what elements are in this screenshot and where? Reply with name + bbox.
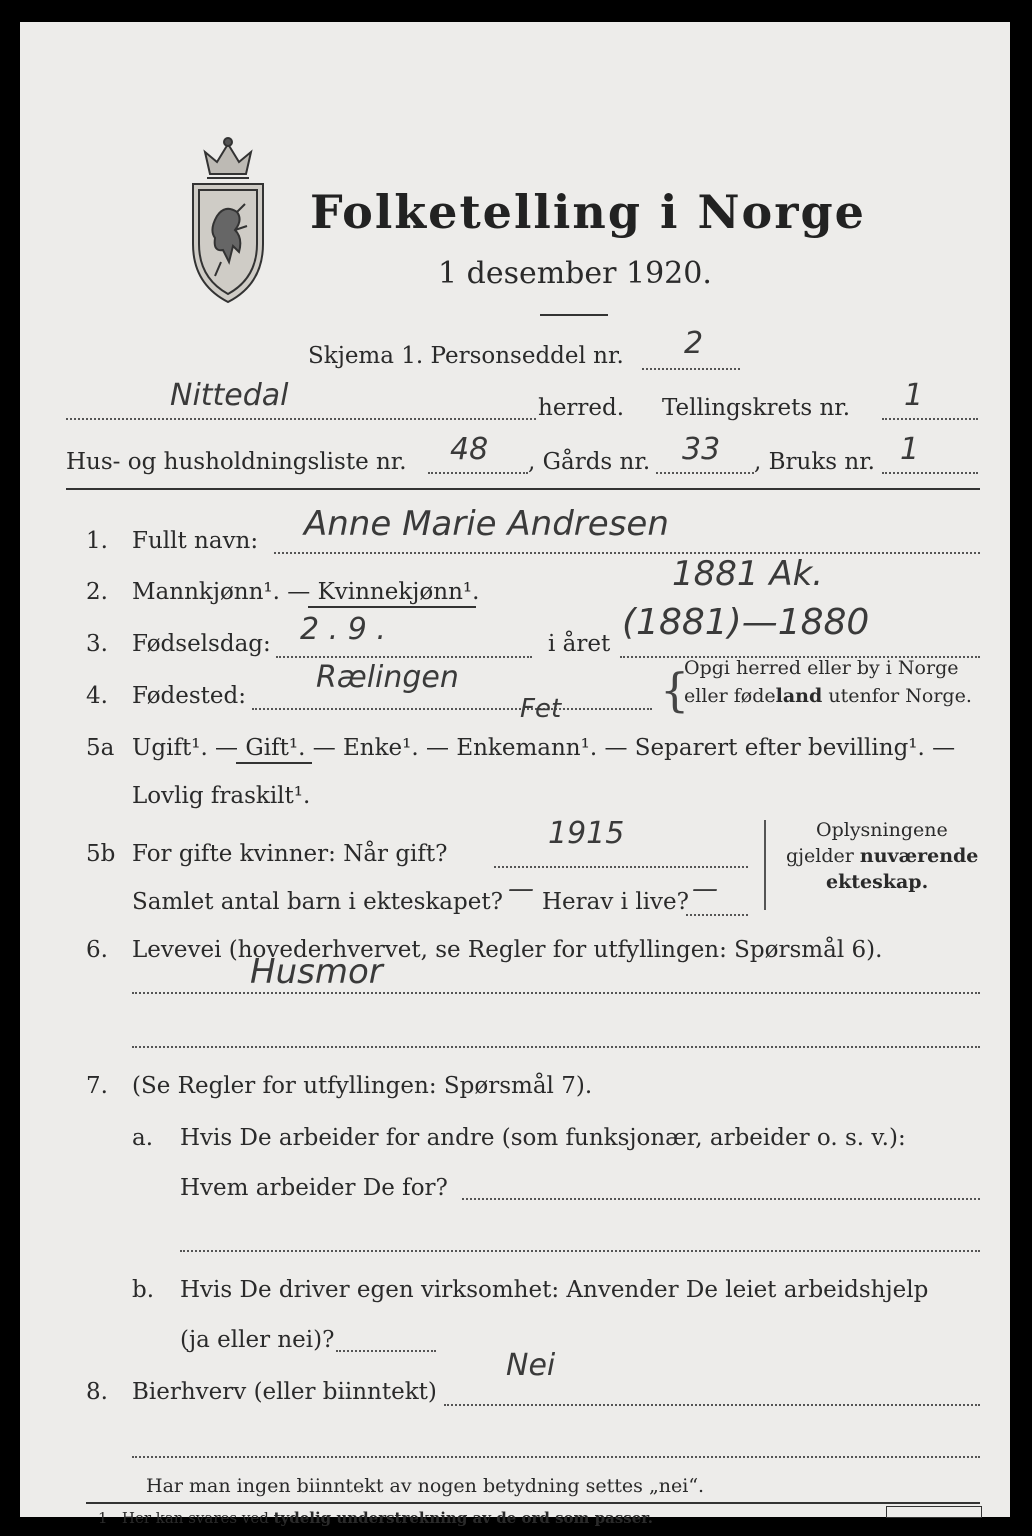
header-divider [66,488,980,490]
q6-number: 6. [86,937,108,963]
lovlig-fraskilt: Lovlig fraskilt¹. [132,783,311,809]
q5a-number: 5a [86,735,115,761]
personseddel-field[interactable] [642,368,740,370]
census-form [20,22,1010,1527]
marriage-note-2: gjelder nuværende [786,845,979,867]
bruks-label: , Bruks nr. [754,449,875,475]
tellingskrets-label: Tellingskrets nr. [662,395,851,421]
birth-year-value: (1881)—1880 [622,602,870,643]
q1-label: Fullt navn: [132,528,259,554]
q7a-number: a. [132,1125,154,1151]
q3-label: Fødselsdag: [132,631,271,657]
marriage-note-1: Oplysningene [816,819,948,841]
q5b-number: 5b [86,841,116,867]
page-title: Folketelling i Norge [310,185,866,239]
children-alive-field[interactable] [686,914,748,916]
q3-number: 3. [86,631,108,657]
footer-note: Har man ingen biinntekt av nogen betydning settes „nei“. [146,1475,705,1497]
birthday-value: 2 . 9 . [300,612,386,647]
children-alive-label: Herav i live? [542,889,689,915]
herred-label: herred. [538,395,625,421]
q7-label: (Se Regler for utfyllingen: Spørsmål 7). [132,1073,593,1099]
bruks-value: 1 [900,432,920,467]
occupation-field-2[interactable] [132,1046,980,1048]
husholdningsliste-field[interactable] [428,472,528,474]
gift-underline [236,762,312,764]
tellingskrets-value: 1 [904,378,924,413]
q4-number: 4. [86,683,108,709]
children-alive-value: — [692,874,718,904]
married-when-label: For gifte kvinner: Når gift? [132,841,448,867]
full-name-field[interactable] [274,552,980,554]
birthplace-correction: Fet [520,694,562,724]
q7a-line-1: Hvis De arbeider for andre (som funksjonær, arbeider o. s. v.): [180,1125,906,1151]
gards-field[interactable] [656,472,754,474]
q2-number: 2. [86,579,108,605]
footer-divider [86,1502,980,1504]
side-income-field-1[interactable] [444,1404,980,1406]
birthplace-note-1: Opgi herred eller by i Norge [684,657,959,679]
herred-value: Nittedal [170,378,289,413]
q2-annotation: 1881 Ak. [672,554,824,594]
q8-label: Bierhverv (eller biinntekt) [132,1379,437,1405]
bruks-field[interactable] [882,472,978,474]
occupation-value: Husmor [250,952,383,992]
q7b-line-2: (ja eller nei)? [180,1327,335,1353]
husholdningsliste-value: 48 [450,432,489,467]
birth-year-label: i året [548,631,611,657]
kvinnekjonn-underline [308,606,476,608]
birthplace-field[interactable] [252,708,652,710]
norwegian-coat-of-arms-icon [185,134,271,304]
full-name-value: Anne Marie Andresen [304,504,669,544]
children-total-value: — [508,874,534,904]
birthplace-value: Rælingen [316,660,459,695]
herred-field[interactable] [66,418,536,420]
q7a-line-2: Hvem arbeider De for? [180,1175,448,1201]
birthplace-note-2: eller fødeland utenfor Norge. [684,685,972,707]
side-income-field-2[interactable] [132,1456,980,1458]
tellingskrets-field[interactable] [882,418,978,420]
q1-number: 1. [86,528,108,554]
hired-help-field[interactable] [336,1350,436,1352]
marital-status-options: Ugift¹. — Gift¹. — Enke¹. — Enkemann¹. — Separert efter bevilling¹. — [132,735,956,761]
q4-label: Fødested: [132,683,247,709]
q2-label: Mannkjønn¹. — Kvinnekjønn¹. [132,579,480,605]
brace-glyph: { [660,663,690,717]
married-year-field[interactable] [494,866,748,868]
side-income-value: Nei [506,1348,556,1383]
children-total-label: Samlet antal barn i ekteskapet? [132,889,503,915]
employer-field-1[interactable] [462,1198,980,1200]
printer-stamp-icon [886,1506,982,1518]
q8-number: 8. [86,1379,108,1405]
birthday-field[interactable] [276,656,532,658]
gards-value: 33 [682,432,721,467]
skjema-label: Skjema 1. Personseddel nr. [308,343,624,369]
footnote: 1 Her kan svares ved tydelig understrekning av de ord som passer. [98,1509,654,1527]
census-date: 1 desember 1920. [438,256,712,291]
personseddel-value: 2 [684,326,704,361]
gards-label: , Gårds nr. [528,449,651,475]
occupation-field-1[interactable] [132,992,980,994]
marriage-note-3: ekteskap. [826,871,929,893]
title-divider [540,314,608,316]
q7-number: 7. [86,1073,108,1099]
married-year-value: 1915 [548,816,625,851]
q7b-line-1: Hvis De driver egen virksomhet: Anvender De leiet arbeidshjelp [180,1277,929,1303]
q7b-number: b. [132,1277,155,1303]
note-bracket [764,820,766,910]
q6-label: Levevei (hovederhvervet, se Regler for utfyllingen: Spørsmål 6). [132,937,883,963]
husholdningsliste-label: Hus- og husholdningsliste nr. [66,449,407,475]
employer-field-2[interactable] [180,1250,980,1252]
